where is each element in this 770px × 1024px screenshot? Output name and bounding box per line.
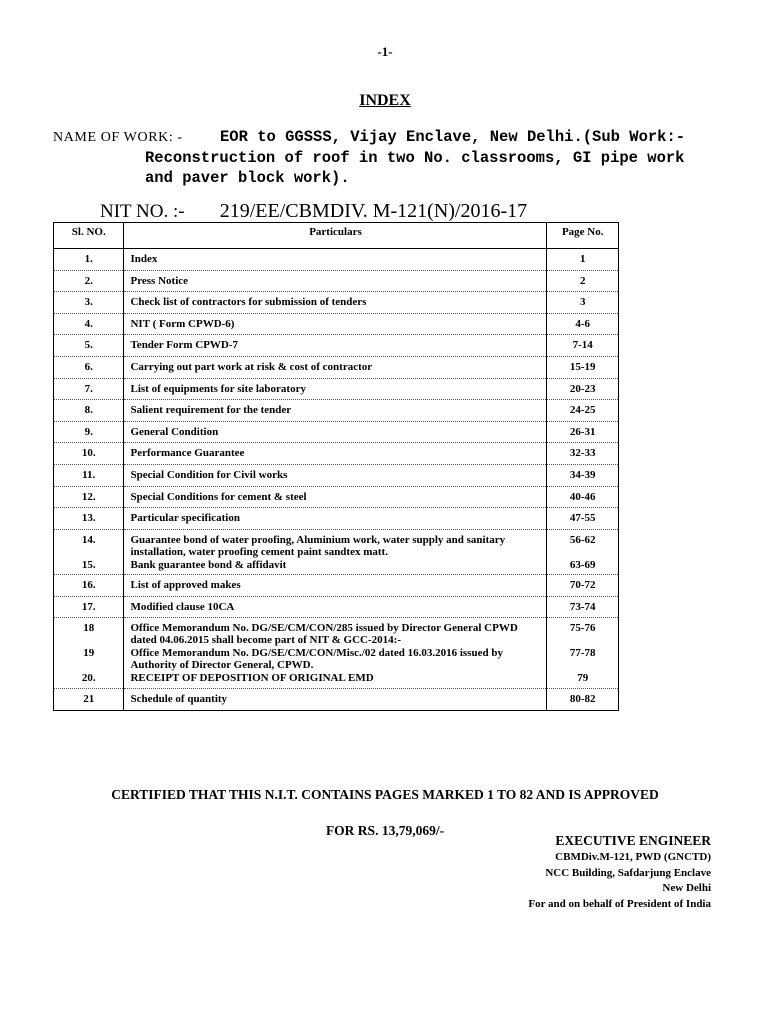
header-particulars: Particulars [124,223,547,249]
row-sl: 5. [54,335,124,357]
row-particular: Index [124,249,547,271]
row-page: 7-14 [547,335,619,357]
row-particular: Schedule of quantity [124,688,547,710]
signature-line3: New Delhi [662,882,711,894]
row-sl: 4. [54,313,124,335]
row-particular: Check list of contractors for submission of tenders [124,292,547,314]
row-particular: Bank guarantee bond & affidavit [124,558,547,575]
nit-number [100,200,527,223]
row-sl: 8. [54,400,124,422]
row-page: 63-69 [547,558,619,575]
row-page: 32-33 [547,443,619,465]
row-sl: 1. [54,249,124,271]
row-sl: 9. [54,421,124,443]
certification-line1: CERTIFIED THAT THIS N.I.T. CONTAINS PAGES MARKED 1 TO 82 AND IS APPROVED [111,787,659,802]
row-particular: Guarantee bond of water proofing, Aluminium work, water supply and sanitary installation, water proofing cement paint sandtex matt. [124,529,547,558]
row-page: 80-82 [547,688,619,710]
row-sl: 12. [54,486,124,508]
header-page-no: Page No. [547,223,619,249]
table-row [54,270,619,292]
row-sl: 19 [54,646,124,671]
row-sl: 3. [54,292,124,314]
table-row [54,378,619,400]
nit-label: NIT NO. :- [100,201,185,222]
table-row [54,486,619,508]
row-page: 75-76 [547,618,619,647]
signature-block [528,832,711,912]
row-page: 3 [547,292,619,314]
row-particular: Special Condition for Civil works [124,464,547,486]
table-row [54,292,619,314]
row-particular: General Condition [124,421,547,443]
page-number: -1- [377,44,393,59]
row-page: 40-46 [547,486,619,508]
row-page: 1 [547,249,619,271]
row-sl: 2. [54,270,124,292]
row-page: 15-19 [547,356,619,378]
row-particular: Carrying out part work at risk & cost of contractor [124,356,547,378]
certification-line2: FOR RS. 13,79,069/- [325,823,445,838]
row-sl: 17. [54,596,124,618]
row-particular: Performance Guarantee [124,443,547,465]
row-page: 70-72 [547,575,619,597]
table-row [54,443,619,465]
row-sl: 16. [54,575,124,597]
row-sl: 20. [54,671,124,688]
row-page: 2 [547,270,619,292]
nit-value: 219/EE/CBMDIV. M-121(N)/2016-17 [219,200,528,222]
table-row [54,335,619,357]
row-particular: RECEIPT OF DEPOSITION OF ORIGINAL EMD [124,671,547,688]
row-page: 4-6 [547,313,619,335]
row-particular: List of approved makes [124,575,547,597]
row-particular: List of equipments for site laboratory [124,378,547,400]
signature-title: EXECUTIVE ENGINEER [555,833,711,848]
name-of-work-line1: EOR to GGSSS, Vijay Enclave, New Delhi.(Sub Work:- [220,128,686,146]
table-row [54,688,619,710]
row-particular: NIT ( Form CPWD-6) [124,313,547,335]
signature-line1: CBMDiv.M-121, PWD (GNCTD) [555,851,711,863]
index-table [53,222,619,711]
table-header-row [54,223,619,249]
row-particular: Particular specification [124,508,547,530]
row-page: 20-23 [547,378,619,400]
row-sl: 14. [54,529,124,558]
row-page: 34-39 [547,464,619,486]
table-row [54,529,619,558]
table-row [54,596,619,618]
row-page: 73-74 [547,596,619,618]
row-sl: 11. [54,464,124,486]
row-sl: 18 [54,618,124,647]
row-particular: Modified clause 10CA [124,596,547,618]
header-sl-no: Sl. NO. [54,223,124,249]
row-particular: Tender Form CPWD-7 [124,335,547,357]
table-row [54,671,619,688]
row-page: 56-62 [547,529,619,558]
table-row [54,356,619,378]
signature-line4: For and on behalf of President of India [528,897,711,910]
row-page: 79 [547,671,619,688]
table-row [54,421,619,443]
table-row [54,508,619,530]
table-row [54,618,619,647]
table-row [54,313,619,335]
signature-line2: NCC Building, Safdarjung Enclave [545,866,711,879]
row-particular: Press Notice [124,270,547,292]
row-sl: 15. [54,558,124,575]
row-page: 24-25 [547,400,619,422]
row-page: 77-78 [547,646,619,671]
row-page: 47-55 [547,508,619,530]
row-sl: 21 [54,688,124,710]
row-sl: 6. [54,356,124,378]
table-row [54,249,619,271]
name-of-work-label: NAME OF WORK: - [53,130,183,145]
row-sl: 13. [54,508,124,530]
table-row [54,575,619,597]
table-row [54,646,619,671]
row-particular: Office Memorandum No. DG/SE/CM/CON/285 issued by Director General CPWD dated 04.06.2015 shall become part of NIT & GCC-2014:- [124,618,547,647]
row-sl: 10. [54,443,124,465]
name-of-work-continuation: Reconstruction of roof in two No. classrooms, GI pipe work and paver block work). [145,149,685,187]
index-title: INDEX [359,92,411,109]
table-row [54,464,619,486]
table-row [54,400,619,422]
table-row [54,558,619,575]
row-particular: Special Conditions for cement & steel [124,486,547,508]
row-particular: Office Memorandum No. DG/SE/CM/CON/Misc./02 dated 16.03.2016 issued by Authority of Director General, CPWD. [124,646,547,671]
row-particular: Salient requirement for the tender [124,400,547,422]
row-page: 26-31 [547,421,619,443]
row-sl: 7. [54,378,124,400]
